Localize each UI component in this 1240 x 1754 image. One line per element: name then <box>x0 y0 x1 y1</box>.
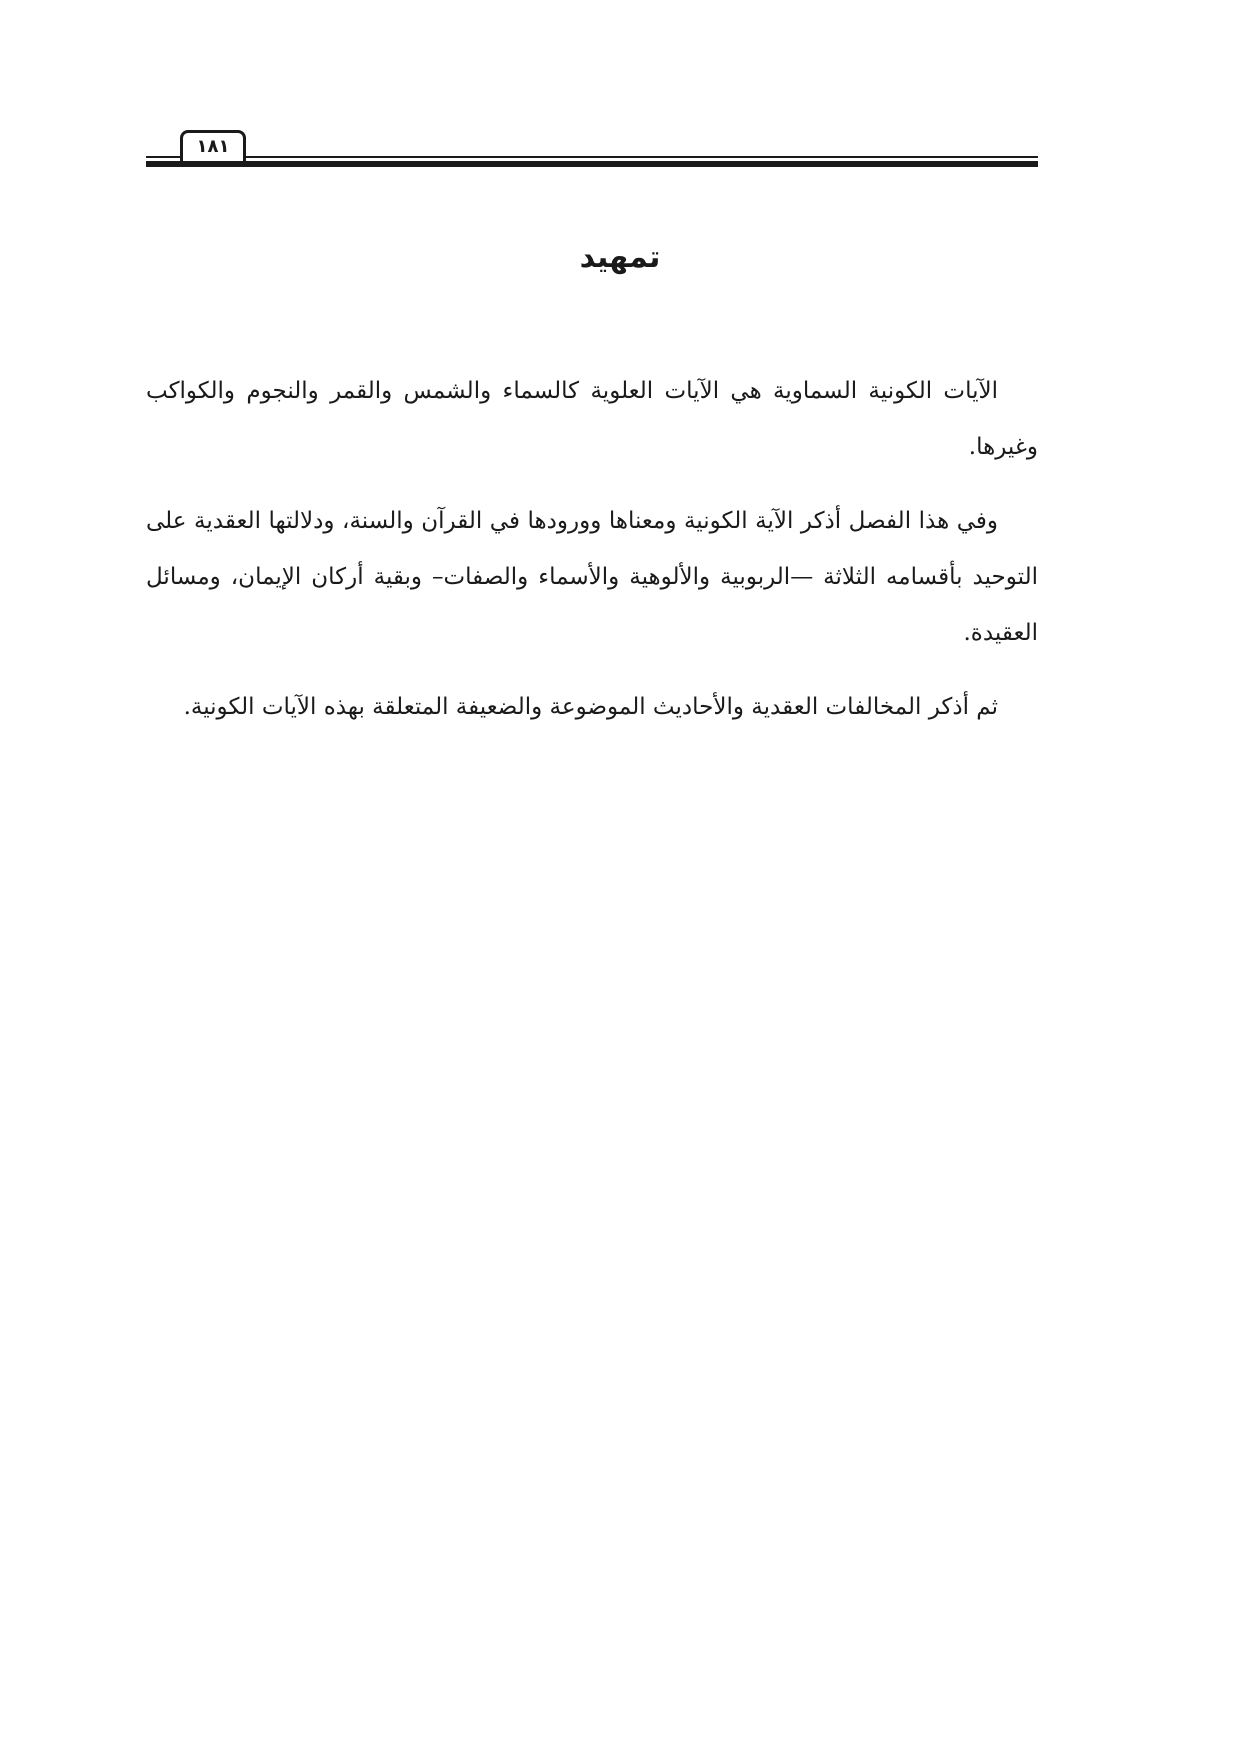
paragraph: ثم أذكر المخالفات العقدية والأحاديث الموضوعة والضعيفة المتعلقة بهذه الآيات الكونية. <box>183 694 998 720</box>
page-number <box>180 130 246 161</box>
page-number-label: ١٨١ <box>196 136 230 157</box>
body-text <box>146 363 1038 753</box>
paragraph: وفي هذا الفصل أذكر الآية الكونية ومعناها وورودها في القرآن والسنة، ودلالتها العقدية على التوحيد بأقسامه الثلاثة —الربوبية والألوهية والأسماء والصفات– وبقية أركان الإيمان، ومسائل العقيدة. <box>146 508 1038 646</box>
paragraph: الآيات الكونية السماوية هي الآيات العلوية كالسماء والشمس والقمر والنجوم والكواكب وغيرها. <box>146 378 1038 460</box>
page-title: تمهيد <box>579 240 661 275</box>
header-rule-thin <box>146 156 1038 158</box>
header-rule-thick <box>146 161 1038 167</box>
